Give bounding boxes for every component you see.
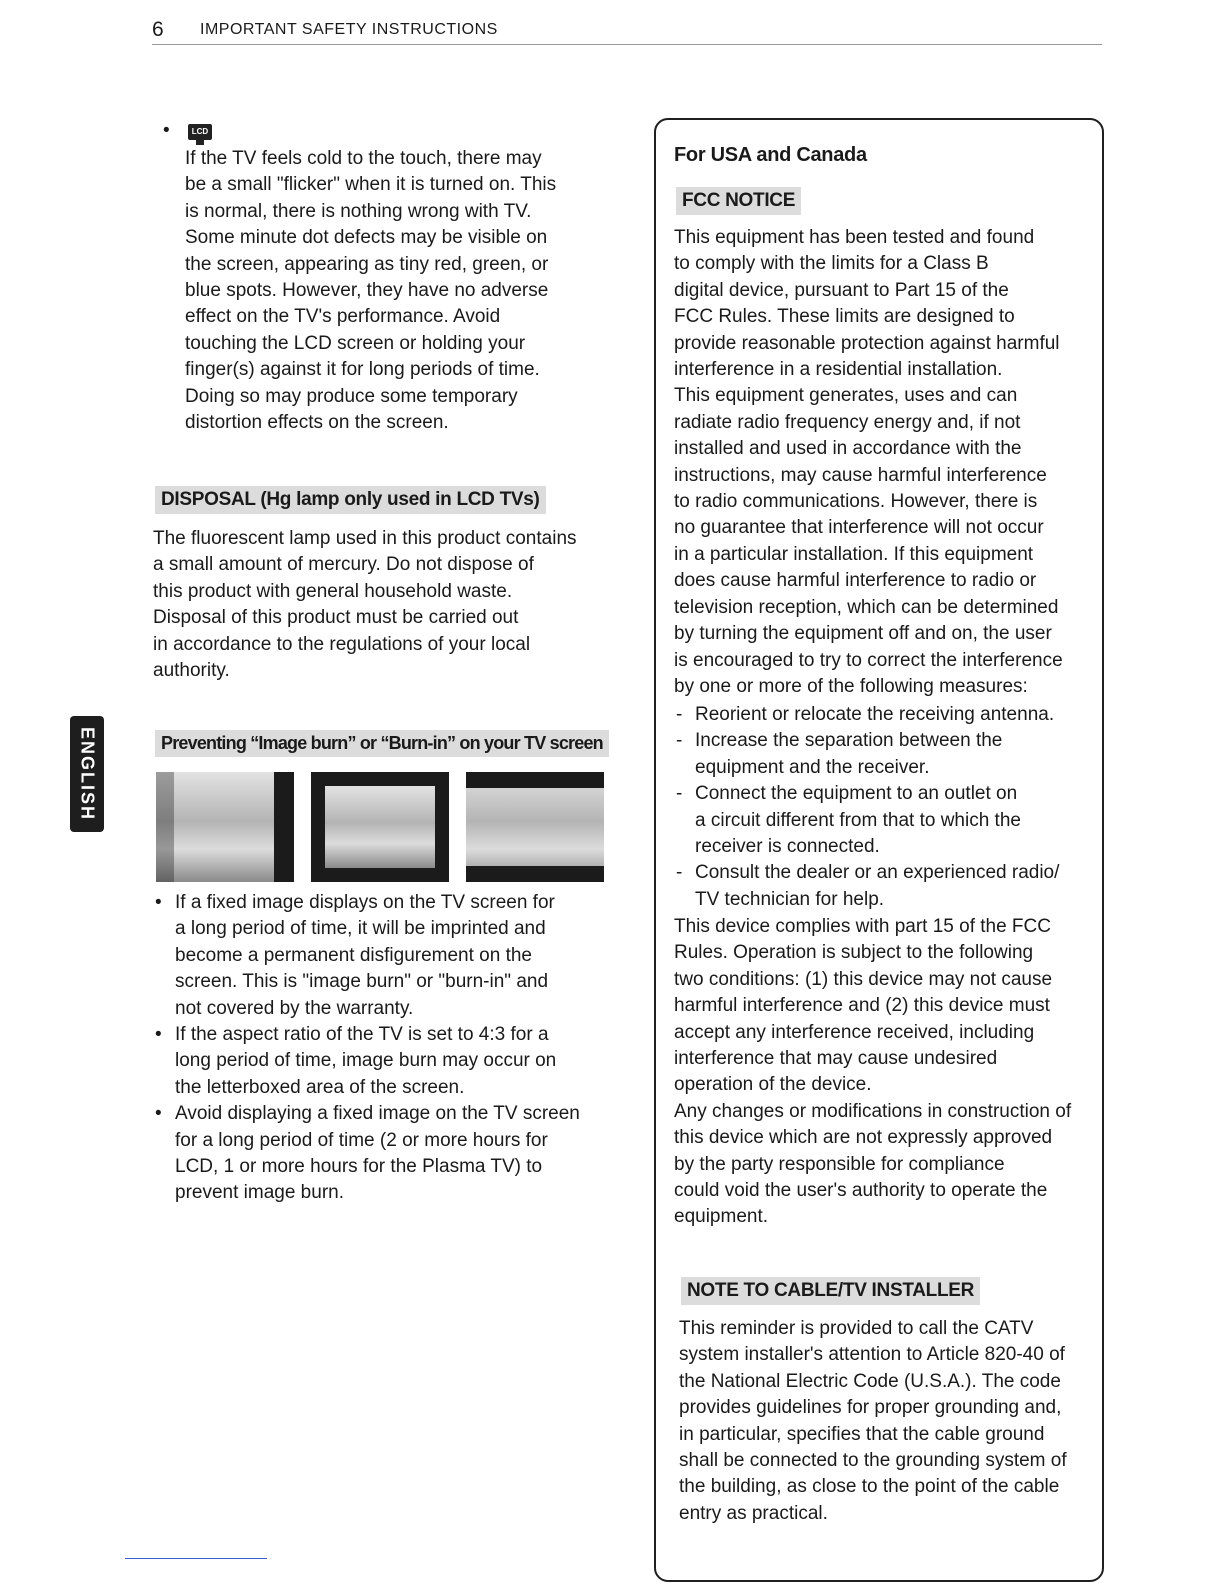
- burn-in-image-pillarbox: [156, 772, 294, 882]
- list-item: - Connect the equipment to an outlet on a circuit different from that to which the receiver is connected.: [674, 781, 1099, 860]
- fcc-notice-text: This equipment has been tested and found to comply with the limits for a Class B digital device, pursuant to Part 15 of the FCC Rules. These limits are designed to provide reasonable protection against harmful interference in a residential installation. This equipment generates, uses and can radiate radio frequency energy and, if not installed and used in accordance with the instructions, may cause harmful interference to radio communications. However, there is no guarantee that interference will not occur in a particular installation. If this equipment does cause harmful interference to radio or television reception, which can be determined by turning the equipment off and on, the user is encouraged to try to correct the interference by one or more of the following measures:: [674, 227, 1063, 697]
- disposal-text: The fluorescent lamp used in this product contains a small amount of mercury. Do not dispose of this product with general household waste. Disposal of this product must be carried out in accordance to the regulations of your local authority.: [153, 528, 577, 682]
- running-title: IMPORTANT SAFETY INSTRUCTIONS: [200, 21, 498, 38]
- disposal-heading: DISPOSAL (Hg lamp only used in LCD TVs): [155, 486, 546, 514]
- list-item: • If a fixed image displays on the TV screen for a long period of time, it will be imprinted and become a permanent disfigurement on the screen. This is "image burn" or "burn-in" and not covered by the warranty.: [155, 890, 625, 1022]
- list-item: - Consult the dealer or an experienced radio/ TV technician for help.: [674, 860, 1099, 913]
- list-item: • Avoid displaying a fixed image on the TV screen for a long period of time (2 or more hours for LCD, 1 or more hours for the Plasma TV) to prevent image burn.: [155, 1101, 625, 1207]
- burn-in-heading: Preventing “Image burn” or “Burn-in” on your TV screen: [155, 730, 609, 757]
- burn-in-bullet-list: [155, 890, 625, 1207]
- list-item: • If the aspect ratio of the TV is set to 4:3 for a long period of time, image burn may occur on the letterboxed area of the screen.: [155, 1022, 625, 1101]
- lcd-note-text: If the TV feels cold to the touch, there may be a small "flicker" when it is turned on. This is normal, there is nothing wrong with TV. Some minute dot defects may be visible on the screen, appearing as tiny red, green, or blue spots. However, they have no adverse effect on the TV's performance. Avoid touching the LCD screen or holding your finger(s) against it for long periods of time. Doing so may produce some temporary distortion effects on the screen.: [185, 148, 557, 434]
- language-tab-label: ENGLISH: [77, 726, 98, 822]
- page-number: 6: [152, 18, 164, 41]
- page-header: [152, 18, 1102, 45]
- language-tab: [70, 716, 104, 832]
- fcc-measures-list: [674, 702, 1099, 913]
- burn-in-image-letterbox: [466, 772, 604, 882]
- cable-installer-heading: NOTE TO CABLE/TV INSTALLER: [681, 1277, 980, 1305]
- fcc-compliance-text: This device complies with part 15 of the FCC Rules. Operation is subject to the following two conditions: (1) this device may not cause harmful interference and (2) this device must accept any interference received, including interference that may cause undesired operation of the device. Any changes or modifications in construction of this device which are not expressly approved by the party responsible for compliance could void the user's authority to operate the equipment.: [674, 916, 1072, 1228]
- lcd-icon-label: LCD: [191, 127, 209, 136]
- list-item: - Increase the separation between the equipment and the receiver.: [674, 728, 1099, 781]
- region-heading: For USA and Canada: [674, 144, 867, 166]
- bullet-dot: •: [163, 120, 170, 141]
- cable-installer-text: This reminder is provided to call the CATV system installer's attention to Article 820-40 of the National Electric Code (U.S.A.). The code provides guidelines for proper grounding and, in particular, specifies that the cable ground shall be connected to the grounding system of the building, as close to the point of the cable entry as practical.: [679, 1318, 1067, 1524]
- footer-rule: [125, 1558, 267, 1559]
- burn-in-image-frame: [311, 772, 449, 882]
- list-item: - Reorient or relocate the receiving antenna.: [674, 702, 1099, 728]
- lcd-tv-icon: [188, 124, 212, 146]
- fcc-notice-heading: FCC NOTICE: [676, 187, 801, 215]
